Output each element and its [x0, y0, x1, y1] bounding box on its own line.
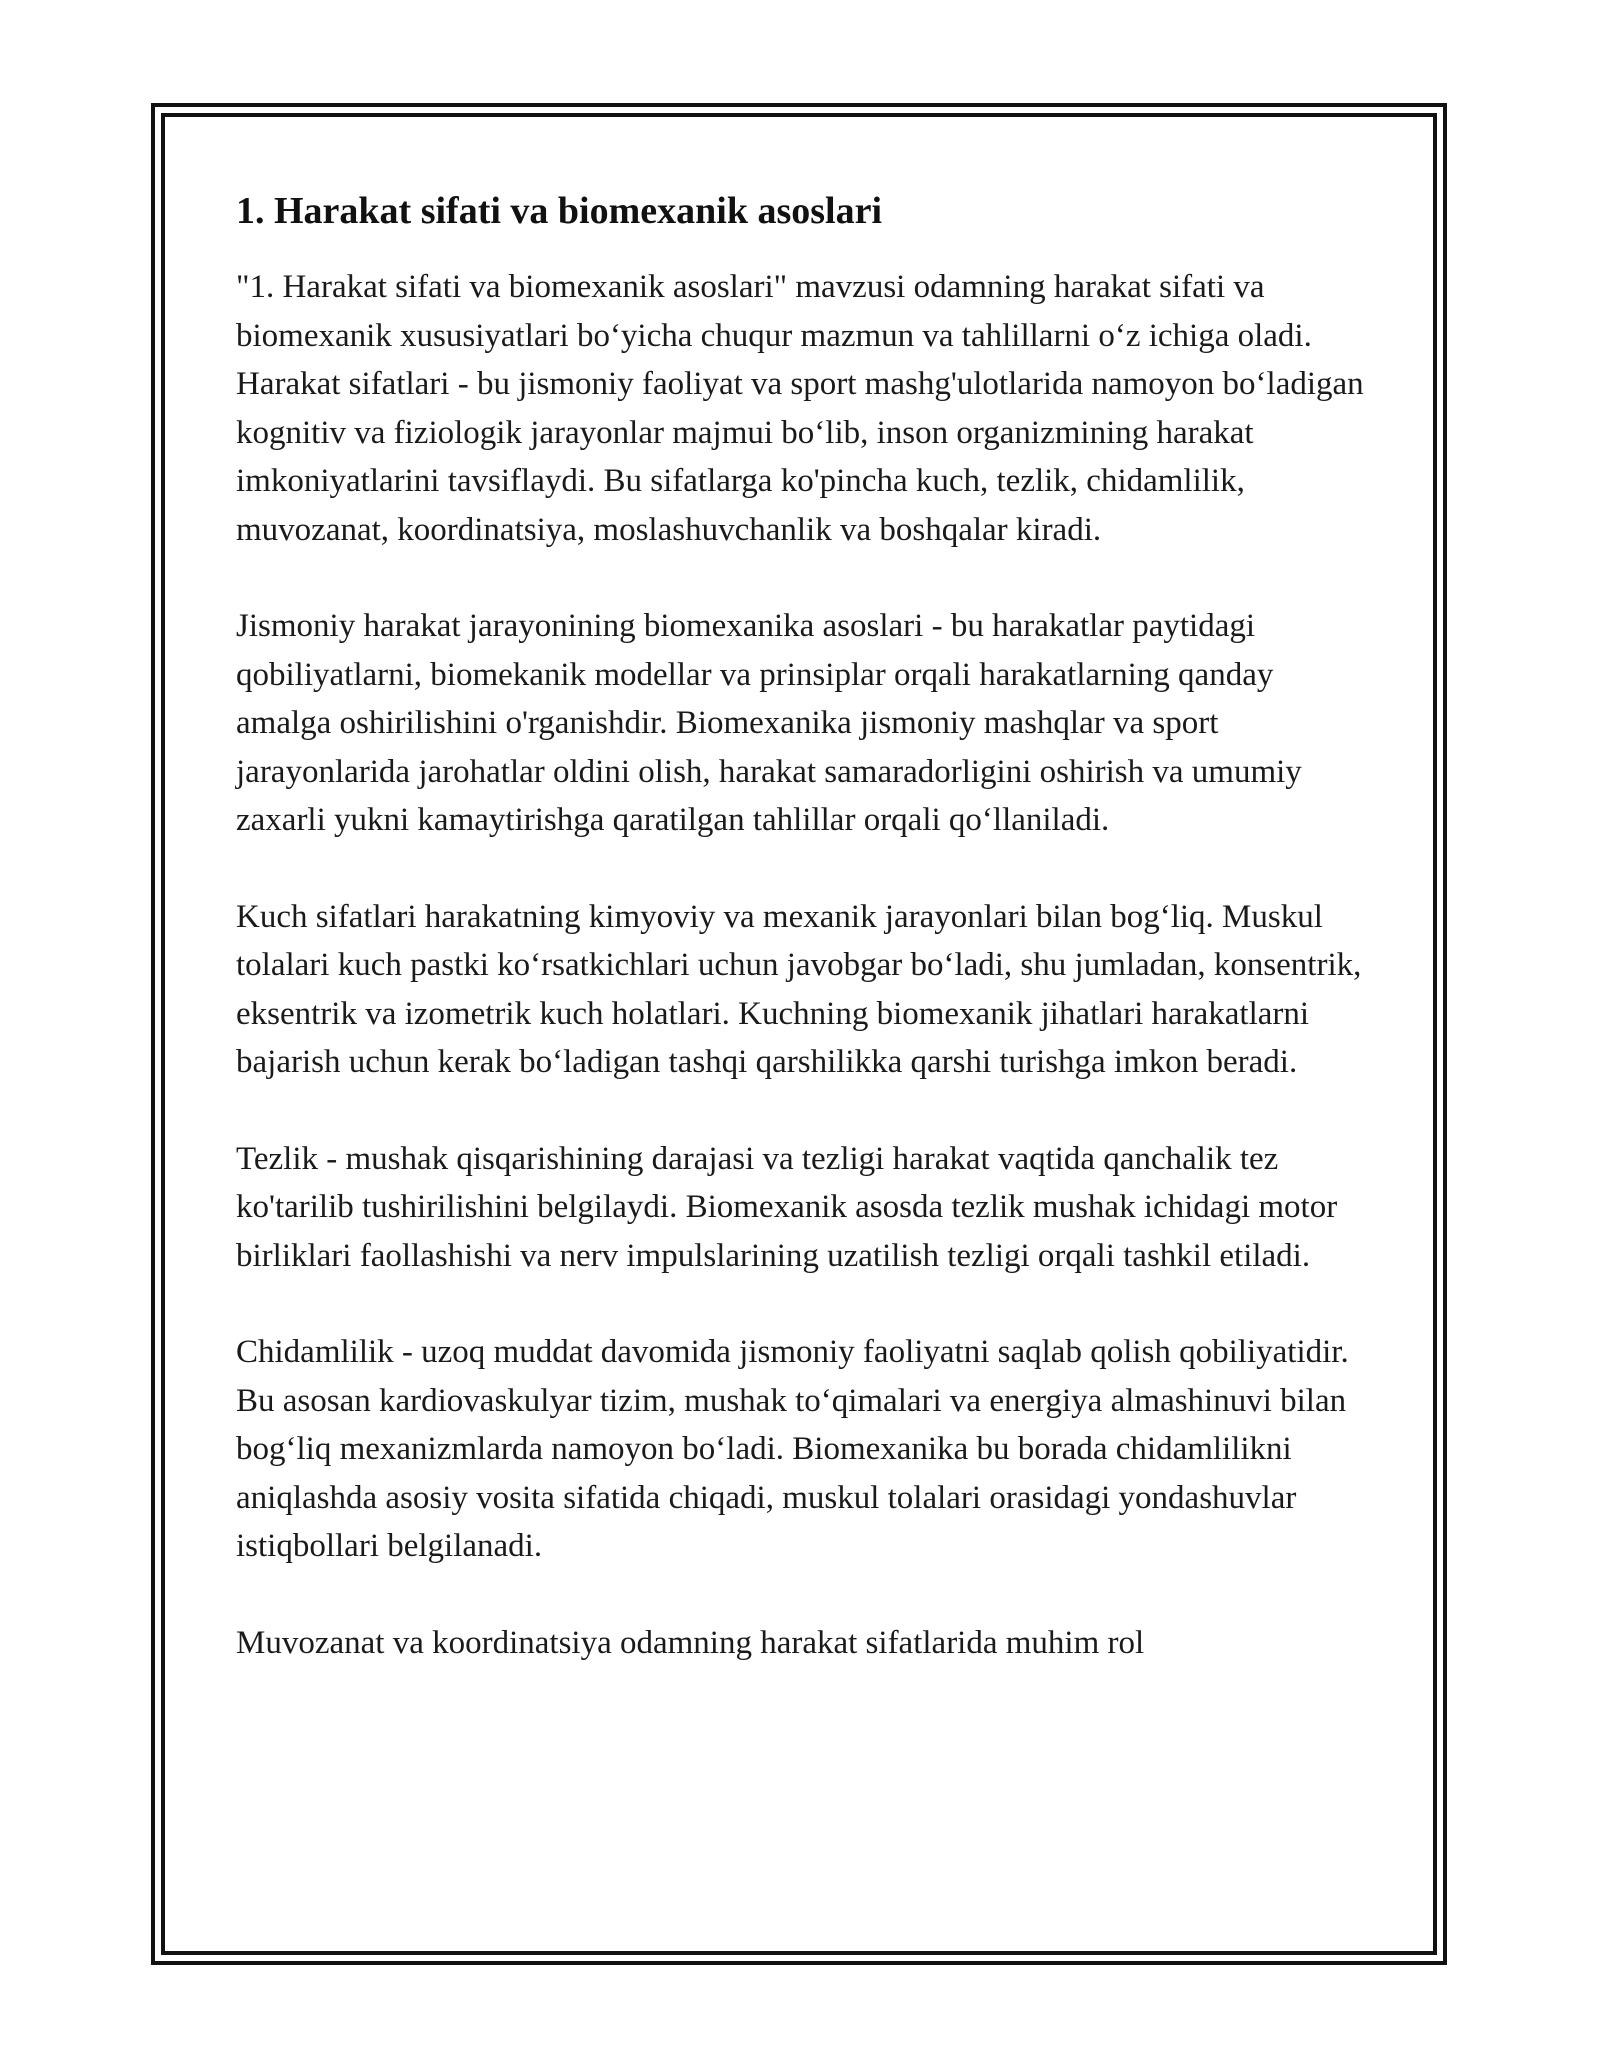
paragraph-speed: Tezlik - mushak qisqarishining darajasi va tezligi harakat vaqtida qanchalik tez ko'tarilib tushirilishini belgilaydi. Biomexanik asosda tezlik mushak ichidagi motor birliklari faollashishi va nerv impulslarining uzatilish tezligi orqali tashkil etiladi.: [236, 1140, 1338, 1274]
paragraph-biomechanics: Jismoniy harakat jarayonining biomexanika asoslari - bu harakatlar paytidagi qobiliyatlarni, biomekanik modellar va prinsiplar orqali harakatlarning qanday amalga oshirilishini o'rganishdir. Biomexanika jismoniy mashqlar va sport jarayonlarida jarohatlar oldini olish, harakat samaradorligini oshirish va umumiy zaxarli yukni kamaytirishga qaratilgan tahlillar orqali qo‘llaniladi.: [236, 608, 1302, 838]
paragraph-strength: Kuch sifatlari harakatning kimyoviy va mexanik jarayonlari bilan bog‘liq. Muskul tolalari kuch pastki ko‘rsatkichlari uchun javobgar bo‘ladi, shu jumladan, konsentrik, eksentrik va izometrik kuch holatlari. Kuchning biomexanik jihatlari harakatlarni bajarish uchun kerak bo‘ladigan tashqi qarshilikka qarshi turishga imkon beradi.: [236, 898, 1362, 1080]
paragraph-intro: "1. Harakat sifati va biomexanik asoslari" mavzusi odamning harakat sifati va biomexanik xususiyatlari bo‘yicha chuqur mazmun va tahlillarni o‘z ichiga oladi. Harakat sifatlari - bu jismoniy faoliyat va sport mashg'ulotlarida namoyon bo‘ladigan kognitiv va fiziologik jarayonlar majmui bo‘lib, inson organizmining harakat imkoniyatlarini tavsiflaydi. Bu sifatlarga ko'pincha kuch, tezlik, chidamlilik, muvozanat, koordinatsiya, moslashuvchanlik va boshqalar kiradi.: [236, 269, 1364, 548]
section-heading: 1. Harakat sifati va biomexanik asoslari: [236, 190, 883, 232]
document-body: [236, 185, 1366, 1667]
paragraph-endurance: Chidamlilik - uzoq muddat davomida jismoniy faoliyatni saqlab qolish qobiliyatidir. Bu asosan kardiovaskulyar tizim, mushak to‘qimalari va energiya almashinuvi bilan bog‘liq mexanizmlarda namoyon bo‘ladi. Biomexanika bu borada chidamlilikni aniqlashda asosiy vosita sifatida chiqadi, muskul tolalari orasidagi yondashuvlar istiqbollari belgilanadi.: [236, 1334, 1349, 1564]
paragraph-balance: Muvozanat va koordinatsiya odamning harakat sifatlarida muhim rol: [236, 1624, 1145, 1661]
